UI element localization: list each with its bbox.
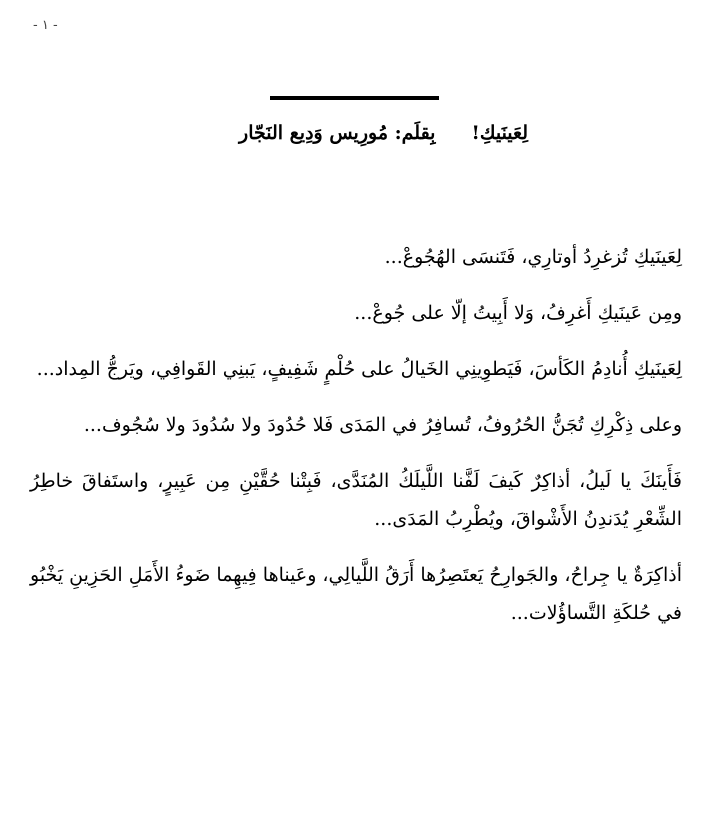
- article-title: لِعَينَيكِ!: [471, 122, 528, 144]
- page-number: - ١ -: [33, 18, 58, 33]
- title-line: [100, 118, 528, 148]
- paragraph: فَأَينَكَ يا لَيلُ، أذاكِرٌ كَيفَ لَفَّنا اللَّيلَكُ المُنَدَّى، فَبِتْنا حُقَّيْنِ مِن عَبِيرٍ، واستَفاقَ خاطِرُ الشِّعْرِ يُدَندِنُ الأَشْواقَ، ويُطْرِبُ المَدَى...: [30, 470, 682, 530]
- author-byline: بِقلَم: مُورِيس وَدِيع النَجّار: [239, 122, 436, 144]
- title-rule: [270, 96, 439, 100]
- paragraph: لِعَينَيكِ أُنادِمُ الكَأسَ، فَيَطوِينِي الخَيالُ على حُلْمٍ شَفِيفٍ، يَبنِي القَوافِي، ويَرجُّ المِداد...: [36, 358, 682, 380]
- paragraph: وعلى ذِكْرِكِ تُجَنُّ الحُرُوفُ، تُسافِرُ في المَدَى فَلا حُدُودَ ولا سُدُودَ ولا سُجُوف...: [83, 414, 682, 436]
- paragraph: ومِن عَينَيكِ أَغرِفُ، وَلا أَبِيتُ إلّا على جُوعْ...: [354, 302, 682, 324]
- article-body: [30, 238, 682, 632]
- paragraph: أذاكِرَةٌ يا جِراحُ، والجَوارِحُ يَعتَصِرُها أَرَقُ اللَّيالِي، وعَيناها فِيهِما ضَوءُ الأَمَلِ الحَزِينِ يَخْبُو في حُلكَةِ التَّساؤُلات...: [30, 564, 682, 624]
- paragraph: لِعَينَيكِ تُزغرِدُ أوتارِي، فَتَنسَى الهُجُوعْ...: [384, 246, 682, 268]
